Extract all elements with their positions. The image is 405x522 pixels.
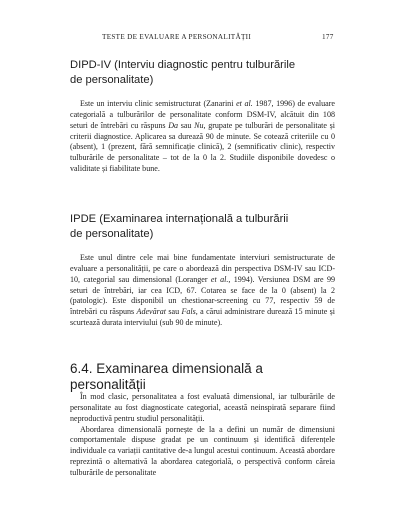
paragraph: Este unul dintre cele mai bine fundamentate interviuri semistructurate de evaluare a personalității, pe care o abordează din perspectiva DSM-IV sau ICD-10, categorial sau dimensional (Loranger et al., 1994). Versiunea DSM are 99 seturi de întrebări, iar cea ICD, 67. Cotarea se face de la 0 (absent) la 2 (patologic). Este disponibil un chestionar-screening cu 77, respectiv 59 de întrebări cu răspuns Adevărat sau Fals, a cărui administrare durează 15 minute și scurtează durata interviului (sub 90 de minute). bbox=[70, 253, 335, 328]
chapter-section-heading: 6.4. Examinarea dimensională a personalității bbox=[70, 361, 263, 392]
running-title: TESTE DE EVALUARE A PERSONALITĂȚII bbox=[102, 33, 252, 41]
section-ipde-body bbox=[70, 253, 335, 329]
section-heading: IPDE (Examinarea internațională a tulburării de personalitate) bbox=[70, 213, 289, 240]
section-ipde-heading bbox=[70, 212, 335, 241]
paragraph: Abordarea dimensională pornește de la a defini un număr de dimensiuni comportamentale dispuse gradat pe un continuum și identifică diferențele individuale ca variații cantitative de-a lungul acestui continuum. Această abordare reprezintă o alternativă la abordarea categorială, o perspectivă conform căreia tulburările de personalitate bbox=[70, 424, 335, 477]
section-dipd-body bbox=[70, 99, 335, 175]
section-heading: DIPD-IV (Interviu diagnostic pentru tulburările de personalitate) bbox=[70, 59, 296, 86]
page-number: 177 bbox=[322, 33, 334, 41]
section-6-4-heading bbox=[70, 361, 335, 393]
section-dipd-heading bbox=[70, 58, 335, 87]
section-6-4-body bbox=[70, 392, 335, 479]
paragraph: În mod clasic, personalitatea a fost evaluată dimensional, iar tulburările de personalitate au fost diagnosticate categorial, această neinspirată separare fiind neproductivă pentru studiul personalității. bbox=[70, 392, 335, 423]
paragraph: Este un interviu clinic semistructurat (Zanarini et al. 1987, 1996) de evaluare categorială a tulburărilor de personalitate conform DSM-IV, alcătuit din 108 seturi de întrebări cu răspuns Da sau Nu, grupate pe tulburări de personalitate și criterii diagnostice. Aplicarea sa durează 90 de minute. Se cotează criteriile cu 0 (absent), 1 (prezent, fără semnificație clinică), 2 (semnificativ clinic), respectiv tulburările de personalitate – tot de la 0 la 2. Studiile disponibile dovedesc o validitate și fiabilitate bune. bbox=[70, 99, 336, 174]
